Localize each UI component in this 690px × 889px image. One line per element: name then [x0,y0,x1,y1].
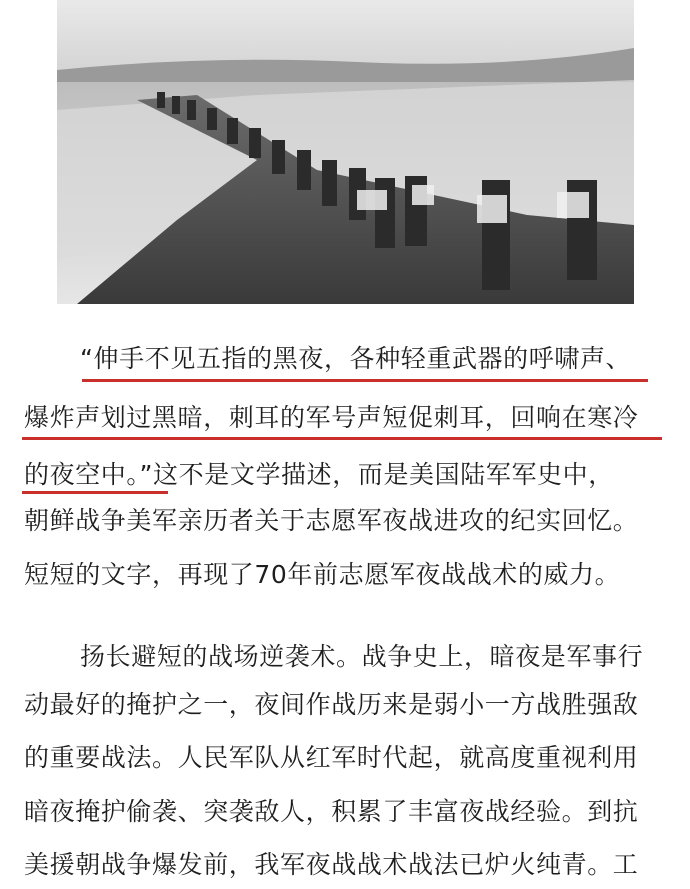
paragraph-line: 扬长避短的战场逆袭术。战争史上，暗夜是军事行 [80,642,644,671]
paragraph-line: 的重要战法。人民军队从红军时代起，就高度重视利用 [24,743,639,772]
paragraph-line: 动最好的掩护之一，夜间作战历来是弱小一方战胜强敌 [24,690,639,719]
paragraph-line: 短短的文字，再现了70年前志愿军夜战战术的威力。 [24,560,621,589]
paragraph-line: 爆炸声划过黑暗，刺耳的军号声短促刺耳，回响在寒冷 [24,403,639,432]
historical-photo [57,0,634,304]
paragraph-line: 美援朝战争爆发前，我军夜战战术战法已炉火纯青。工 [24,850,639,879]
red-underline [22,491,168,494]
paragraph-line: 朝鲜战争美军亲历者关于志愿军夜战进攻的纪实回忆。 [24,506,639,535]
paragraph-line: 的夜空中。”这不是文学描述，而是美国陆军军史中， [24,460,614,489]
red-underline [82,379,648,382]
paragraph-line: 暗夜掩护偷袭、突袭敌人，积累了丰富夜战经验。到抗 [24,797,639,826]
marching-soldiers-image [57,0,634,304]
red-underline [22,437,662,440]
paragraph-line: “伸手不见五指的黑夜，各种轻重武器的呼啸声、 [80,344,632,373]
